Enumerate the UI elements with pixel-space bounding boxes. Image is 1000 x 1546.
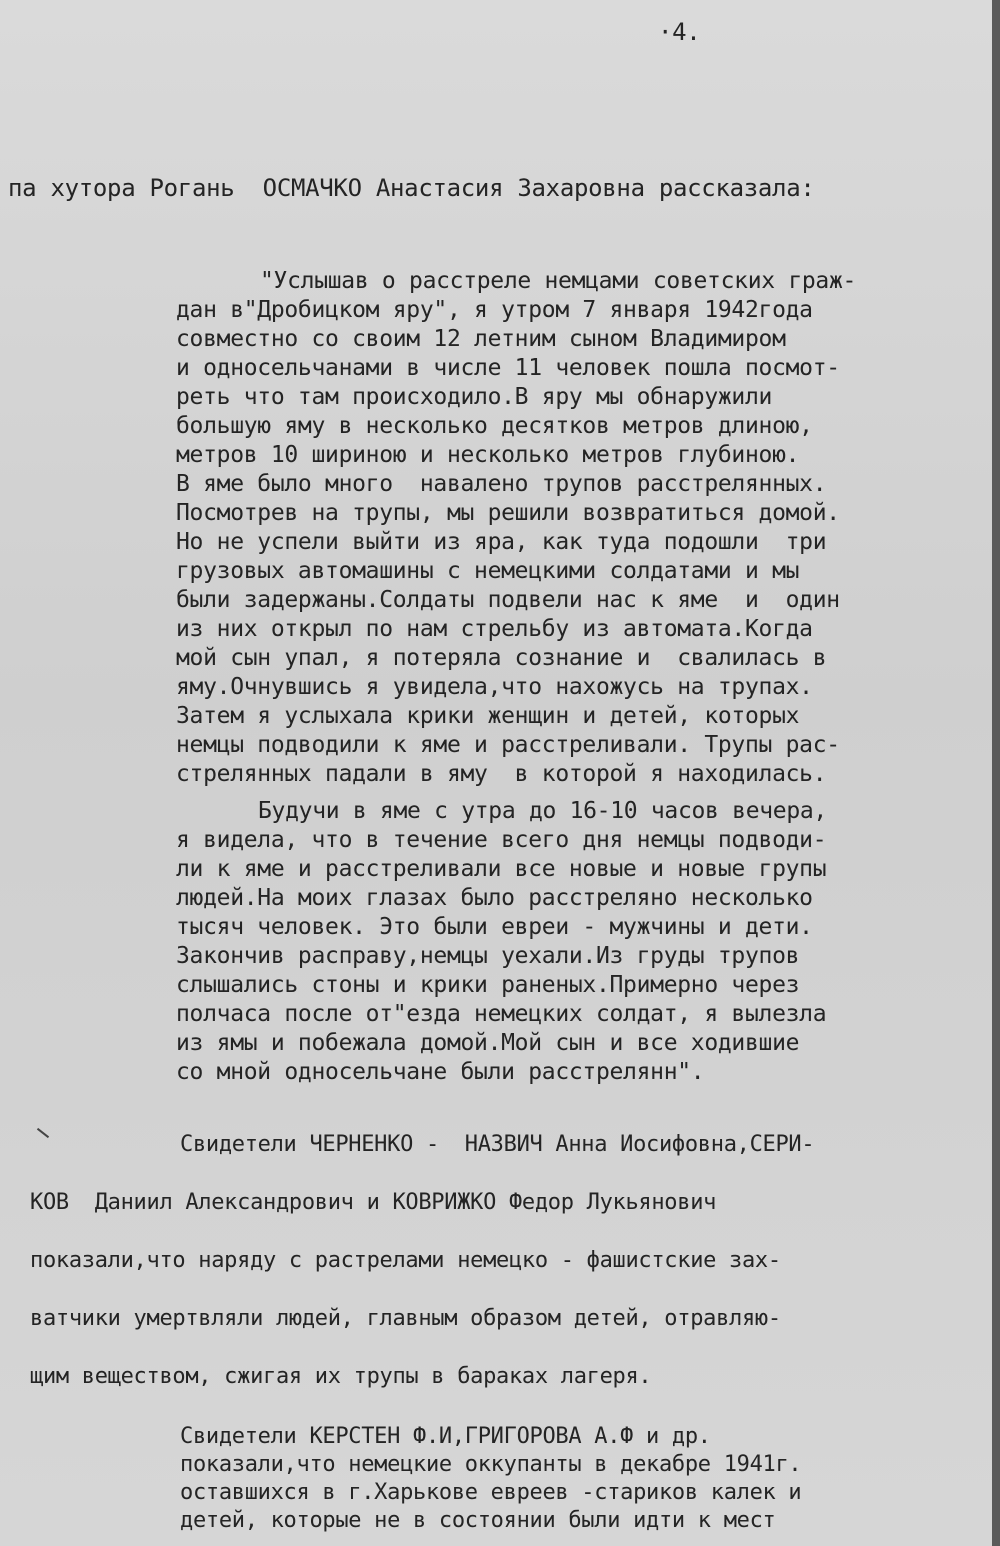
witness-line: оставшихся в г.Харькове евреев -стариков калек и — [180, 1480, 802, 1505]
witness-line: Свидетели КЕРСТЕН Ф.И,ГРИГОРОВА А.Ф и др. — [180, 1424, 711, 1449]
testimony-line: из них открыл по нам стрельбу из автомата.Когда — [176, 616, 813, 642]
testimony-line: грузовых автомашины с немецкими солдатами и мы — [176, 558, 800, 584]
testimony-line: слышались стоны и крики раненых.Примерно через — [176, 972, 800, 998]
testimony-line: Закончив расправу,немцы уехали.Из груды трупов — [176, 943, 800, 969]
testimony-line: немцы подводили к яме и расстреливали. Трупы рас- — [176, 732, 840, 758]
intro-line: па хутора Рогань ОСМАЧКО Анастасия Захаровна рассказала: — [8, 174, 815, 202]
witness-line: КОВ Даниил Александрович и КОВРИЖКО Федор Лукьянович — [30, 1190, 717, 1215]
testimony-line: "Услышав о расстреле немцами советских граж- — [260, 268, 857, 294]
testimony-line: метров 10 шириною и несколько метров глубиною. — [176, 442, 800, 468]
witness-line: показали,что немецкие оккупанты в декабре 1941г. — [180, 1452, 802, 1477]
testimony-line: полчаса после от"езда немецких солдат, я вылезла — [176, 1001, 827, 1027]
testimony-line: Затем я услыхала крики женщин и детей, которых — [176, 703, 800, 729]
testimony-line: Будучи в яме с утра до 16-10 часов вечера, — [258, 798, 827, 824]
witness-line: детей, которые не в состоянии были идти к мест — [180, 1508, 776, 1533]
witness-line: щим веществом, сжигая их трупы в бараках лагеря. — [30, 1364, 652, 1389]
testimony-line: Посмотрев на трупы, мы решили возвратиться домой. — [176, 500, 840, 526]
testimony-line: яму.Очнувшись я увидела,что нахожусь на трупах. — [176, 674, 813, 700]
testimony-line: и односельчанами в числе 11 человек пошла посмот- — [176, 355, 840, 381]
testimony-line: были задержаны.Солдаты подвели нас к яме и один — [176, 587, 840, 613]
witness-line: ватчики умертвляли людей, главным образом детей, отравляю- — [30, 1306, 781, 1331]
testimony-line: Но не успели выйти из яра, как туда подошли три — [176, 529, 827, 555]
testimony-line: из ямы и побежала домой.Мой сын и все ходившие — [176, 1030, 800, 1056]
testimony-line: мой сын упал, я потеряла сознание и свалилась в — [176, 645, 827, 671]
witness-line: показали,что наряду с растрелами немецко - фашистские зах- — [30, 1248, 781, 1273]
testimony-line: большую яму в несколько десятков метров длиною, — [176, 413, 813, 439]
testimony-line: тысяч человек. Это были евреи - мужчины и дети. — [176, 914, 813, 940]
paper-mark — [37, 1128, 49, 1138]
testimony-line: я видела, что в течение всего дня немцы подводи- — [176, 827, 827, 853]
testimony-line: реть что там происходило.В яру мы обнаружили — [176, 384, 773, 410]
testimony-line: В яме было много навалено трупов расстрелянных. — [176, 471, 827, 497]
scan-edge — [992, 0, 1000, 1546]
witness-line: Свидетели ЧЕРНЕНКО - НАЗВИЧ Анна Иосифовна,СЕРИ- — [180, 1132, 815, 1157]
testimony-line: ли к яме и расстреливали все новые и новые групы — [176, 856, 827, 882]
testimony-line: совместно со своим 12 летним сыном Владимиром — [176, 326, 786, 352]
testimony-line: со мной односельчане были расстрелянн". — [176, 1059, 705, 1085]
testimony-line: дан в"Дробицком яру", я утром 7 января 1942года — [176, 297, 813, 323]
page-number: ·4. — [658, 18, 701, 46]
testimony-line: стрелянных падали в яму в которой я находилась. — [176, 761, 827, 787]
testimony-line: людей.На моих глазах было расстреляно несколько — [176, 885, 813, 911]
